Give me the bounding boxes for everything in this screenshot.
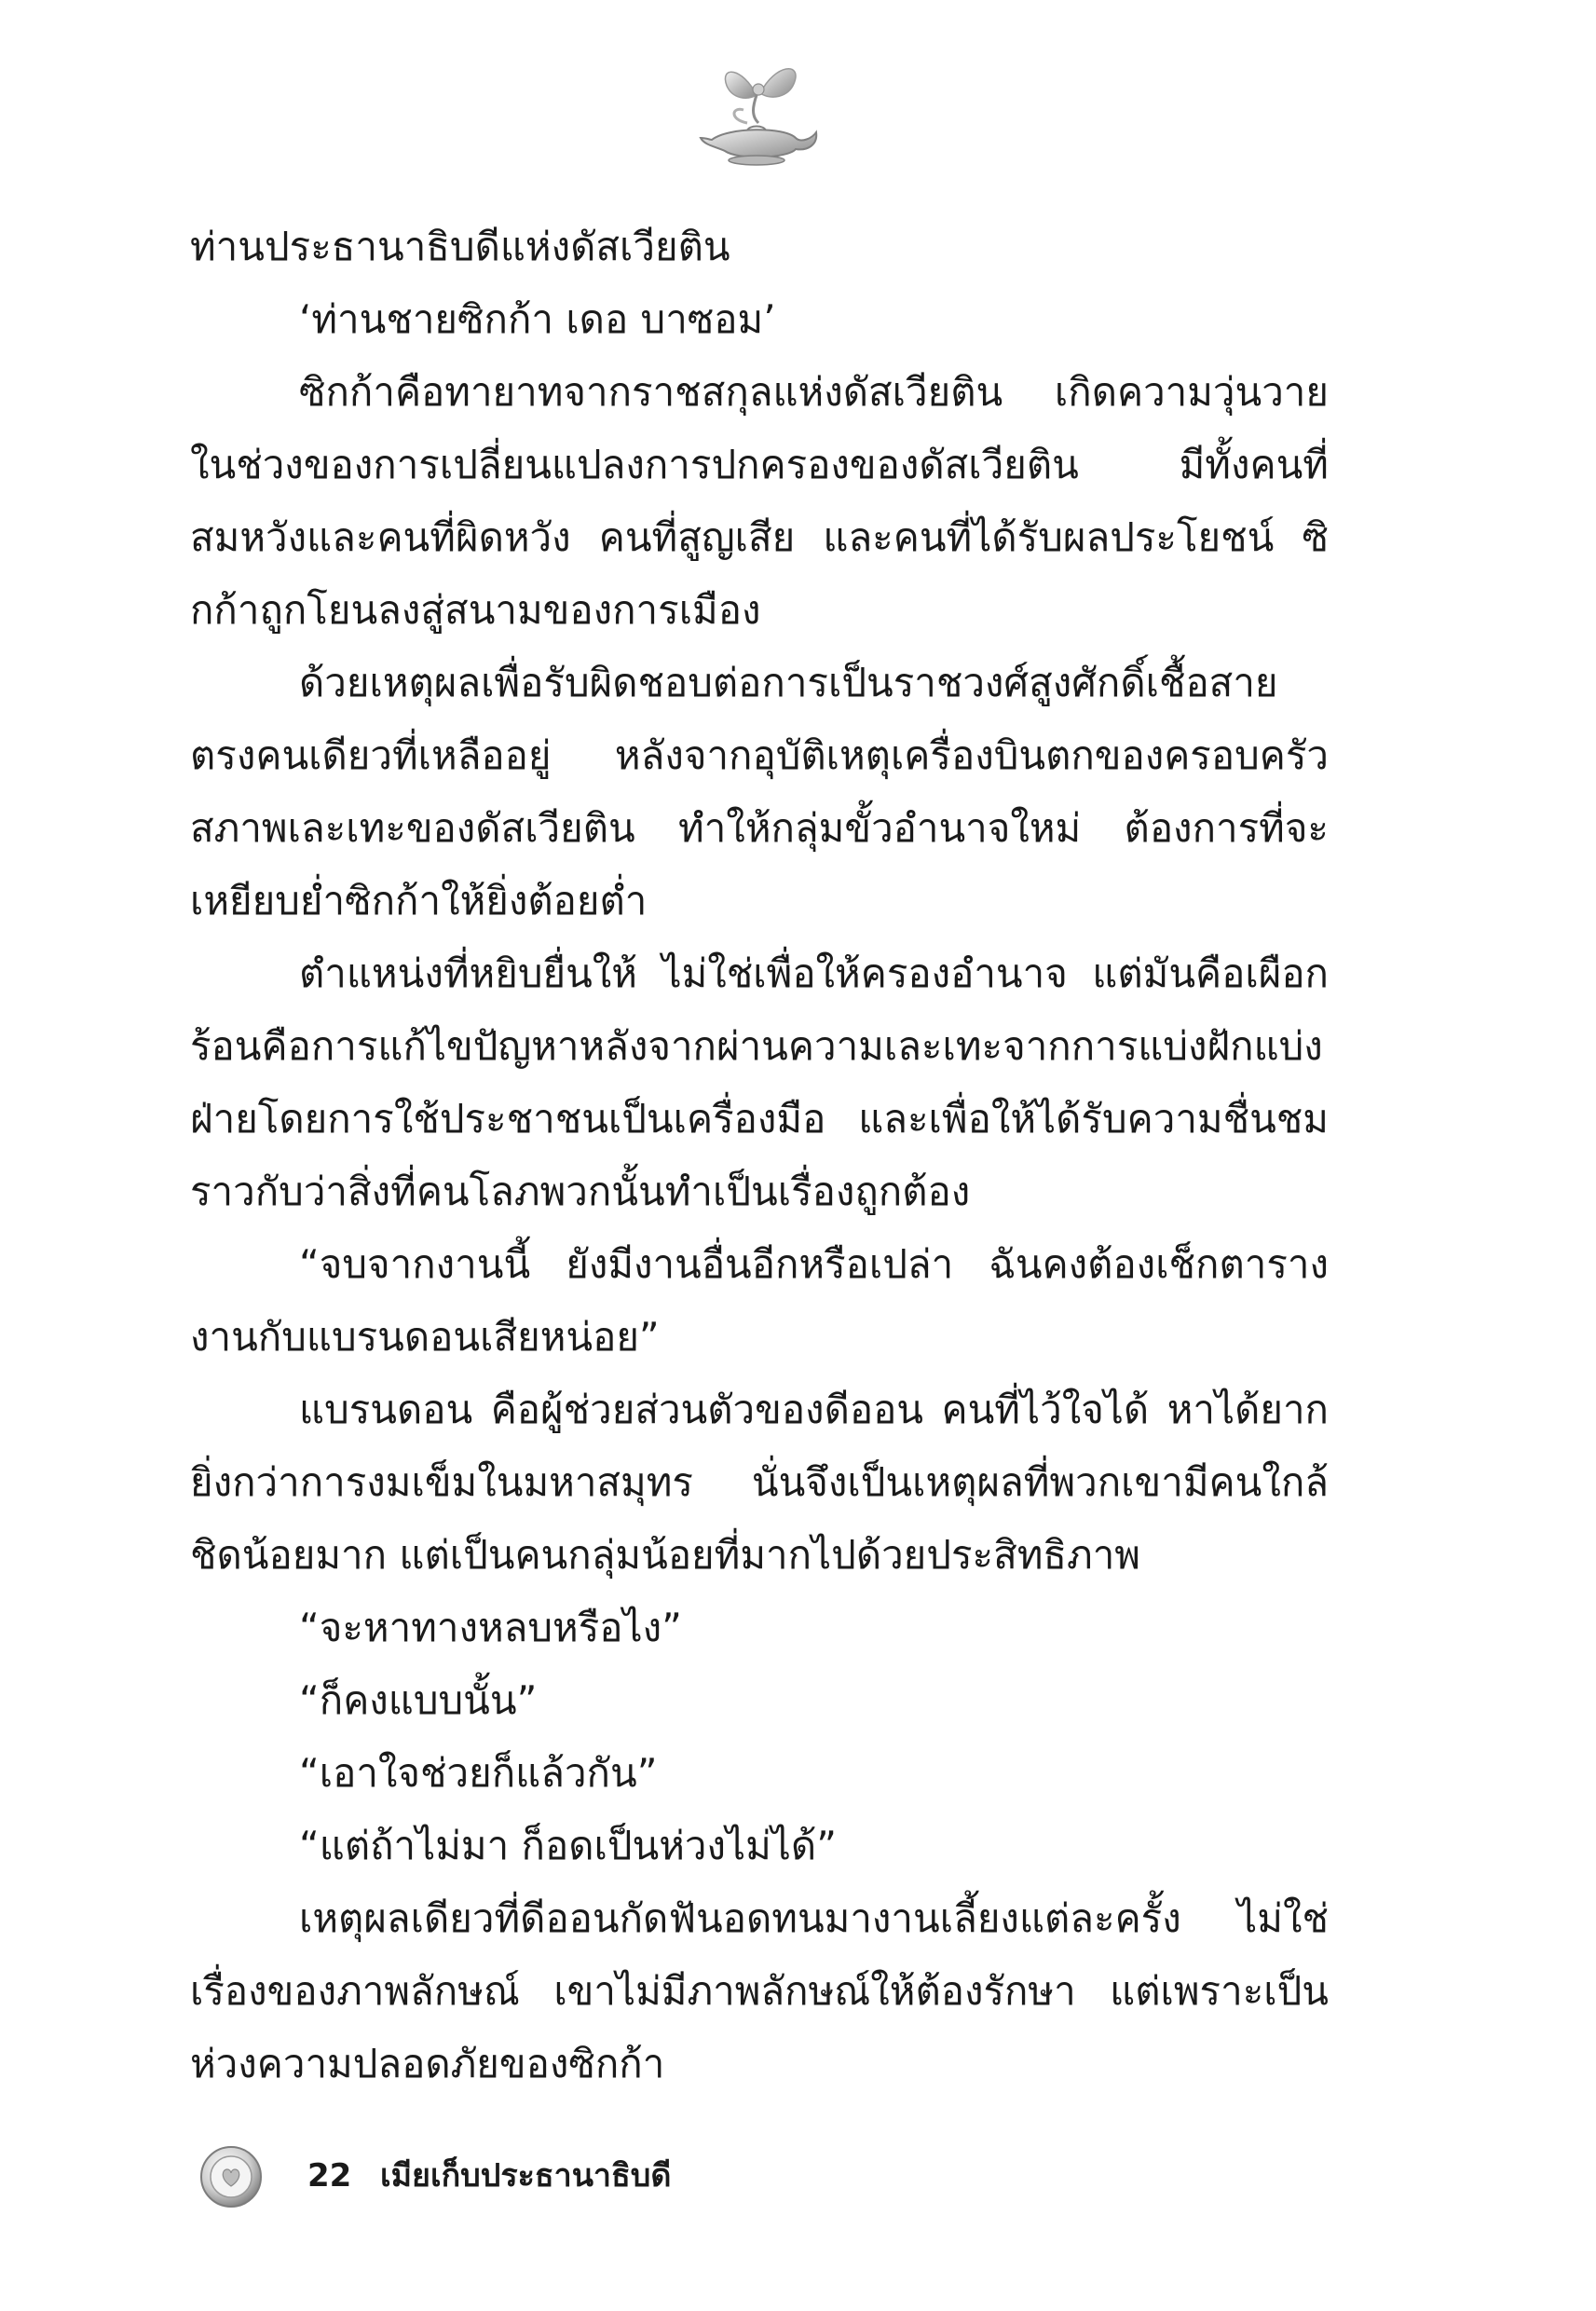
body-text xyxy=(190,211,1329,2100)
paragraph: “เอาใจช่วยก็แล้วกัน” xyxy=(299,1750,658,1796)
heart-badge-icon xyxy=(198,2143,265,2210)
paragraph: ตำแหน่งที่หยิบยื่นให้ ไม่ใช่เพื่อให้ครองอำนาจ แต่มันคือเผือกร้อนคือการแก้ไขปัญหาหลังจากผ่านความเละเทะจากการแบ่งฝักแบ่งฝ่ายโดยการใช้ประชาชนเป็นเครื่องมือ และเพื่อให้ได้รับความชื่นชม ราวกับว่าสิ่งที่คนโลภพวกนั้นทำเป็นเรื่องถูกต้อง xyxy=(190,950,1329,1214)
paragraph: “จบจากงานนี้ ยังมีงานอื่นอีกหรือเปล่า ฉันคงต้องเช็กตารางงานกับแบรนดอนเสียหน่อย” xyxy=(190,1241,1329,1360)
paragraph: “จะหาทางหลบหรือไง” xyxy=(299,1605,682,1650)
paragraph: ท่านประธานาธิบดีแห่งดัสเวียติน xyxy=(190,224,730,269)
book-title: เมียเก็บประธานาธิบดี xyxy=(380,2157,672,2195)
page-footer xyxy=(198,2143,850,2208)
page-number: 22 xyxy=(307,2157,352,2195)
paragraph: “แต่ถ้าไม่มา ก็อดเป็นห่วงไม่ได้” xyxy=(299,1823,837,1868)
paragraph: ด้วยเหตุผลเพื่อรับผิดชอบต่อการเป็นราชวงศ์สูงศักดิ์เชื้อสายตรงคนเดียวที่เหลืออยู่ หลังจากอุบัติเหตุเครื่องบินตกของครอบครัว สภาพเละเทะของดัสเวียติน ทำให้กลุ่มขั้วอำนาจใหม่ ต้องการที่จะเหยียบย่ำซิกก้าให้ยิ่งต้อยต่ำ xyxy=(190,660,1329,923)
paragraph: “ก็คงแบบนั้น” xyxy=(299,1677,538,1723)
paragraph: แบรนดอน คือผู้ช่วยส่วนตัวของดีออน คนที่ไว้ใจได้ หาได้ยากยิ่งกว่าการงมเข็มในมหาสมุทร นั่นจึงเป็นเหตุผลที่พวกเขามีคนใกล้ชิดน้อยมาก แต่เป็นคนกลุ่มน้อยที่มากไปด้วยประสิทธิภาพ xyxy=(190,1387,1329,1578)
paragraph: ซิกก้าคือทายาทจากราชสกุลแห่งดัสเวียติน เกิดความวุ่นวายในช่วงของการเปลี่ยนแปลงการปกครองของดัสเวียติน มีทั้งคนที่สมหวังและคนที่ผิดหวัง คนที่สูญเสีย และคนที่ได้รับผลประโยชน์ ซิกก้าถูกโยนลงสู่สนามของการเมือง xyxy=(190,369,1329,633)
paragraph: เหตุผลเดียวที่ดีออนกัดฟันอดทนมางานเลี้ยงแต่ละครั้ง ไม่ใช่เรื่องของภาพลักษณ์ เขาไม่มีภาพลักษณ์ให้ต้องรักษา แต่เพราะเป็นห่วงความปลอดภัยของซิกก้า xyxy=(190,1895,1329,2086)
genie-lamp-fairy-icon xyxy=(691,58,822,170)
paragraph: ‘ท่านชายซิกก้า เดอ บาซอม’ xyxy=(299,296,776,342)
